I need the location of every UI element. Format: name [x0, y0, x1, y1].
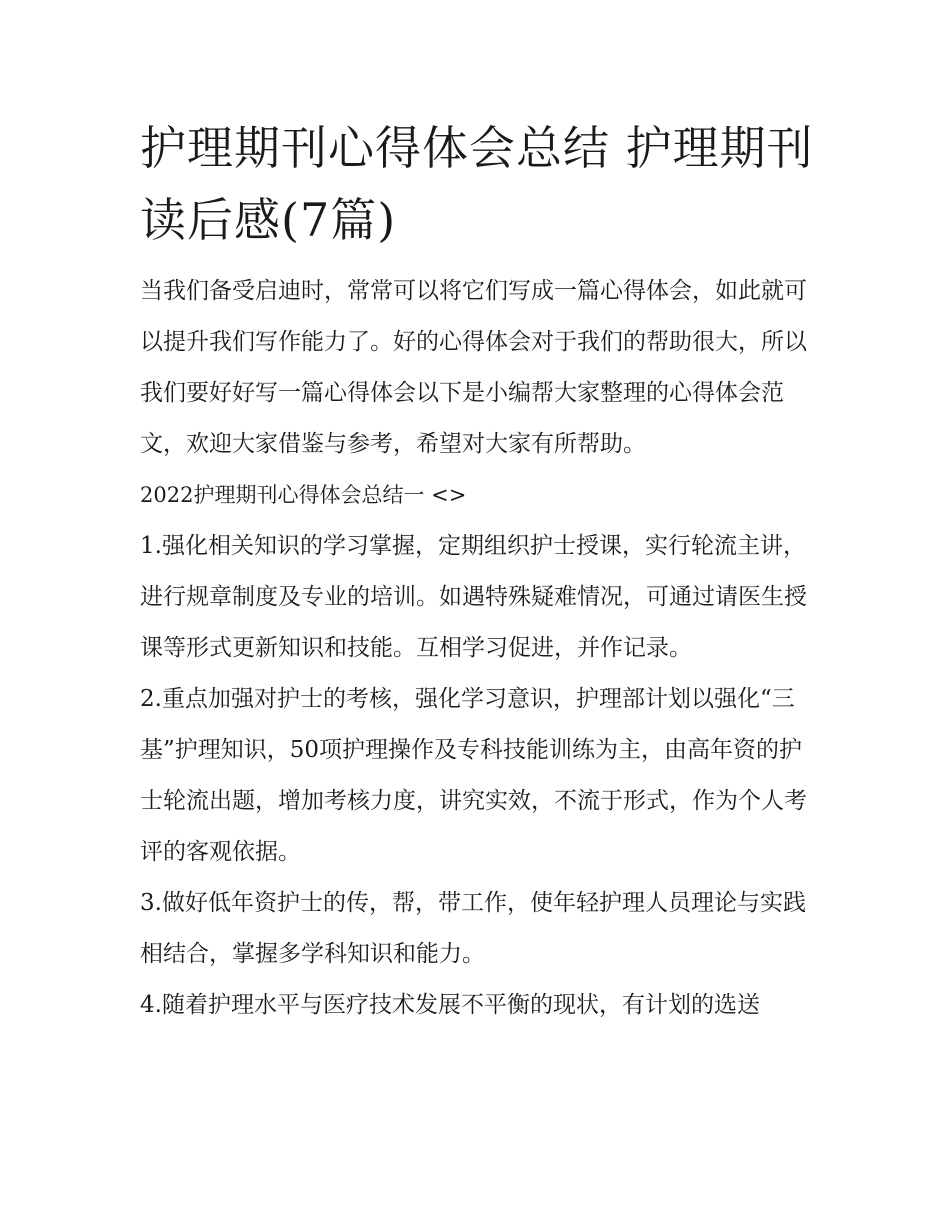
document-body [140, 112, 820, 1031]
list-item-2: 2.重点加强对护士的考核，强化学习意识，护理部计划以强化“三基”护理知识，50项护理操作及专科技能训练为主，由高年资的护士轮流出题，增加考核力度，讲究实效，不流于形式，作为个人考评的客观依据。 [140, 686, 807, 865]
section-heading: 2022护理期刊心得体会总结一 <> [140, 483, 467, 507]
list-item-4: 4.随着护理水平与医疗技术发展不平衡的现状，有计划的选送 [140, 992, 760, 1018]
intro-paragraph: 当我们备受启迪时，常常可以将它们写成一篇心得体会，如此就可以提升我们写作能力了。好的心得体会对于我们的帮助很大，所以我们要好好写一篇心得体会以下是小编帮大家整理的心得体会范文，欢迎大家借鉴与参考，希望对大家有所帮助。 [140, 278, 807, 457]
list-item-1: 1.强化相关知识的学习掌握，定期组织护士授课，实行轮流主讲，进行规章制度及专业的培训。如遇特殊疑难情况，可通过请医生授课等形式更新知识和技能。互相学习促进，并作记录。 [140, 533, 807, 661]
document-title: 护理期刊心得体会总结 护理期刊读后感(7篇) [140, 121, 814, 247]
list-item-3: 3.做好低年资护士的传，帮，带工作，使年轻护理人员理论与实践相结合，掌握多学科知识和能力。 [140, 890, 806, 967]
